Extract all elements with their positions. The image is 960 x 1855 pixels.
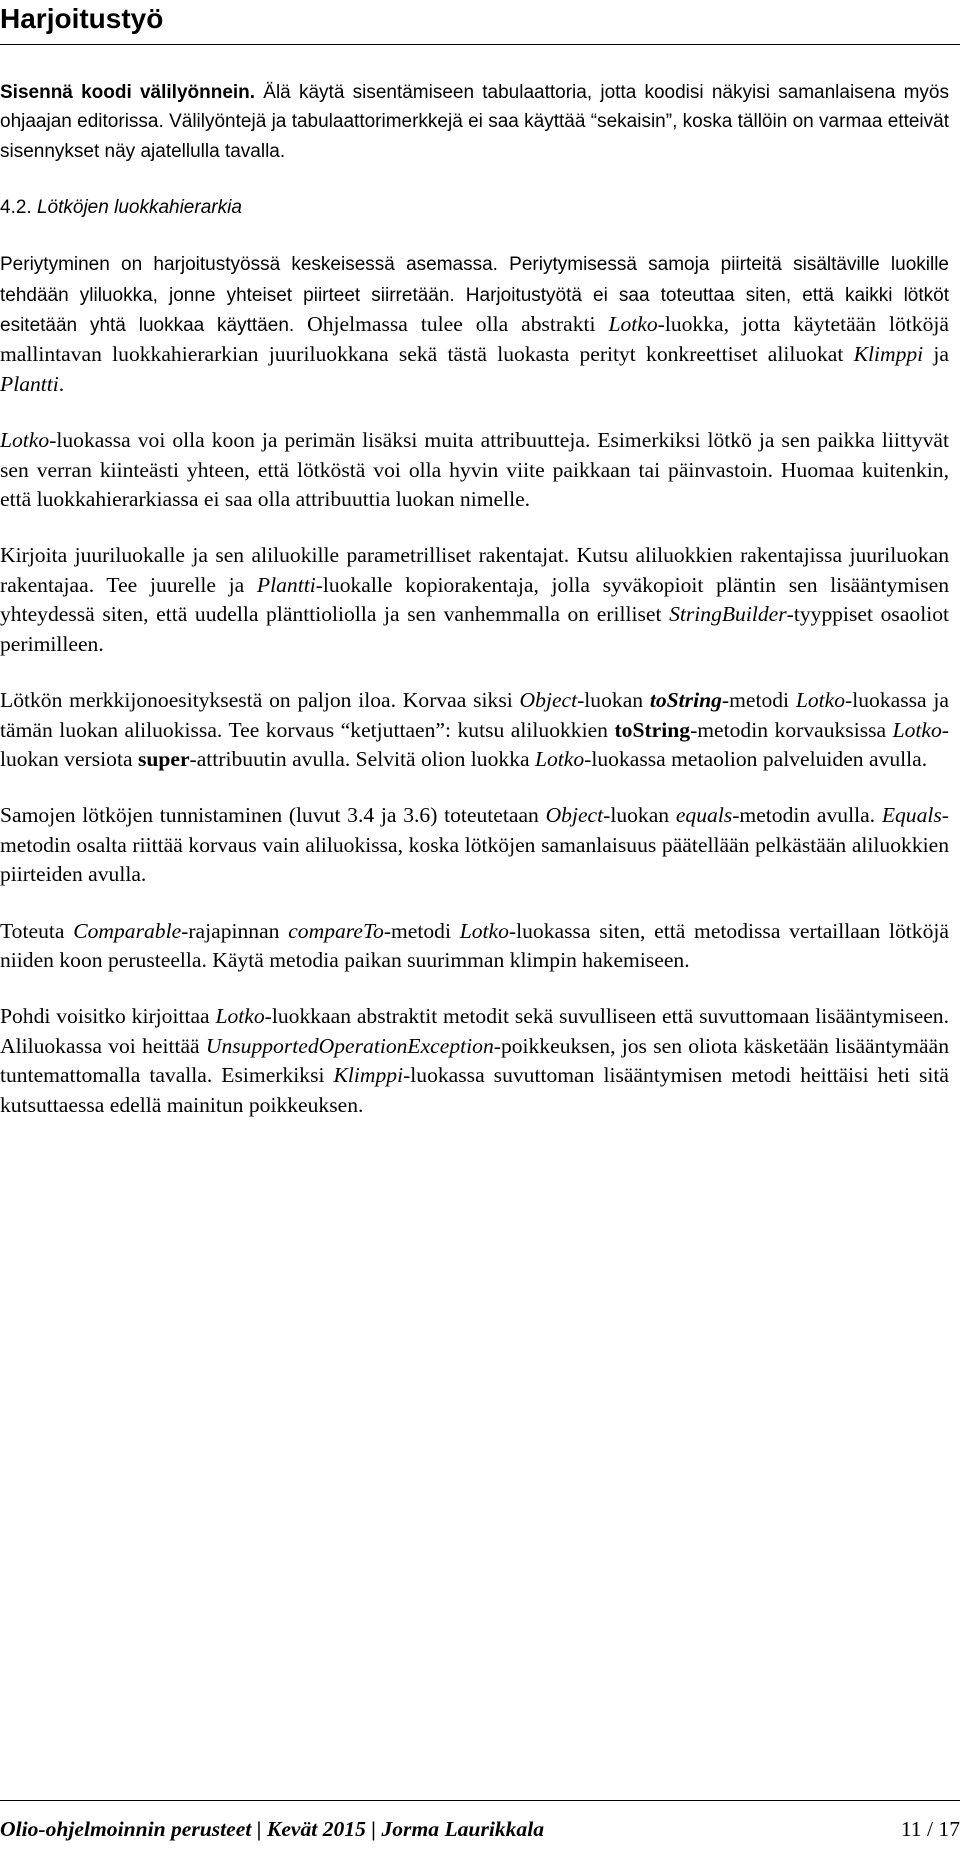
p6-compareto: compareTo	[288, 918, 384, 943]
paragraph-inheritance	[0, 249, 949, 399]
p1-plantti: Plantti	[0, 371, 59, 396]
paragraph-equals	[0, 801, 949, 889]
paragraph-attributes	[0, 426, 949, 514]
p5-text-d: -metodin osalta riittää korvaus vain aliluokissa, koska lötköjen samanlaisuus päätellään pelkästään aliluokkien piirteiden avulla.	[0, 803, 949, 887]
section-title: Lötköjen luokkahierarkia	[36, 197, 242, 219]
p6-lotko: Lotko	[459, 918, 509, 943]
page-number: 11 / 17	[900, 1817, 960, 1841]
p3-plantti: Plantti	[256, 572, 316, 597]
p4-tostring: toString	[649, 688, 722, 713]
p7-text-b: -luokkaan abstraktit metodit sekä suvulliseen että suvuttomaan lisääntymiseen. Aliluokassa voi heittää	[0, 1004, 949, 1058]
p5-text-a: Samojen lötköjen tunnistaminen (luvut 3.4 ja 3.6) toteutetaan	[0, 803, 546, 828]
document-title: Harjoitustyö	[0, 3, 164, 34]
p2-lotko: Lotko	[0, 428, 50, 453]
p4-text-g: -attribuutin avulla. Selvitä olion luokka	[189, 746, 535, 771]
p7-klimppi: Klimppi	[333, 1063, 404, 1088]
p6-comparable: Comparable	[73, 918, 182, 943]
intro-lead: Sisennä koodi välilyönnein.	[0, 82, 256, 103]
p1-text-b: Ohjelmassa tulee olla abstrakti	[294, 312, 609, 337]
footer-term: Kevät 2015	[266, 1817, 366, 1841]
p7-text-c: -poikkeuksen, jos sen oliota käsketään lisääntymään tuntemattomalla tavalla. Esimerkiksi	[0, 1033, 949, 1088]
p6-text-c: -metodi	[383, 918, 460, 943]
p4-lotko-2: Lotko	[892, 717, 942, 742]
p5-object: Object	[545, 803, 604, 828]
document-body	[0, 78, 949, 1147]
p3-text-a: Kirjoita juuriluokalle ja sen aliluokille parametrilliset rakentajat. Kutsu aliluokkien rakentajissa juuriluokan rakentajaa. Tee juurelle ja	[0, 543, 949, 597]
header-divider	[0, 44, 960, 45]
p5-text-b: -luokan	[603, 803, 676, 828]
p1-text-e: .	[58, 371, 65, 396]
p7-text-d: -luokassa suvuttoman lisääntymisen metodi heittäisi heti sitä kutsuttaessa edellä mainitun poikkeuksen.	[0, 1063, 949, 1117]
p4-tostring-2: toString	[614, 717, 691, 742]
section-heading	[0, 193, 949, 222]
p5-text-c: -metodin avulla.	[732, 803, 882, 828]
p7-text-a: Pohdi voisitko kirjoittaa	[0, 1004, 216, 1029]
p4-text-e: -metodin korvauksissa	[690, 717, 893, 742]
paragraph-compareto	[0, 917, 949, 976]
p6-text-d: -luokassa siten, että metodissa vertaillaan lötköjä niiden koon perusteella. Käytä metodia paikan suurimman klimpin hakemiseen.	[0, 918, 949, 972]
paragraph-constructors	[0, 541, 949, 659]
p6-text-a: Toteuta	[0, 918, 74, 943]
footer-author: Jorma Laurikkala	[381, 1817, 545, 1841]
p4-text-b: -luokan	[577, 688, 650, 713]
page-header	[0, 0, 960, 48]
p4-text-c: -metodi	[721, 688, 796, 713]
p4-lotko-3: Lotko	[534, 746, 585, 771]
footer-info: Olio-ohjelmoinnin perusteet | Kevät 2015 | Jorma Laurikkala	[0, 1817, 545, 1841]
p2-text: -luokassa voi olla koon ja perimän lisäksi muita attribuutteja. Esimerkiksi lötkö ja sen paikka liittyvät sen verran kiinteästi yhteen, että lötköstä voi olla hyvin viite paikkaan tai päinvastoin. Huomaa kuitenkin, että luokkahierarkiassa ei saa olla attribuuttia luokan nimelle.	[0, 428, 949, 512]
page-footer	[0, 1800, 960, 1855]
intro-text: Älä käytä sisentämiseen tabulaattoria, jotta koodisi näkyisi samanlaisena myös ohjaajan editorissa. Välilyöntejä ja tabulaattorimerkkejä ei saa käyttää “sekaisin”, koska tällöin on varmaa etteivät sisennykset näy ajatellulla tavalla.	[0, 82, 950, 162]
p1-lotko: Lotko	[608, 312, 658, 337]
p4-text-h: -luokassa metaolion palveluiden avulla.	[584, 746, 928, 771]
p7-exception: UnsupportedOperationException	[205, 1033, 494, 1058]
p4-text-a: Lötkön merkkijonoesityksestä on paljon iloa. Korvaa siksi	[0, 688, 520, 713]
section-number: 4.2.	[0, 197, 32, 219]
p3-stringbuilder: StringBuilder	[669, 602, 787, 627]
footer-course: Olio-ohjelmoinnin perusteet	[0, 1817, 252, 1841]
p5-equals: equals	[675, 803, 733, 828]
footer-divider	[0, 1800, 960, 1801]
p7-lotko: Lotko	[215, 1004, 265, 1029]
intro-paragraph	[0, 78, 949, 166]
paragraph-reproduction	[0, 1002, 949, 1120]
p4-text-d: -luokassa ja tämän luokan aliluokissa. Tee korvaus “ketjuttaen”: kutsu aliluokkien	[0, 688, 949, 742]
p4-object: Object	[519, 688, 578, 713]
p1-text-c: -luokka, jotta käytetään lötköjä mallintavan luokkahierarkian juuriluokkana sekä tästä luokasta perityt konkreettiset aliluokat	[0, 312, 949, 367]
p6-text-b: -rajapinnan	[181, 918, 289, 943]
paragraph-tostring	[0, 686, 949, 774]
p4-lotko-1: Lotko	[795, 688, 846, 713]
p4-text-f: -luokan versiota	[0, 717, 949, 771]
p4-super: super	[137, 746, 190, 771]
p1-text-a: Periytyminen on harjoitustyössä keskeisessä asemassa. Periytymisessä samoja piirteitä sisältäville luokille tehdään yliluokka, jonne yhteiset piirteet siirretään. Harjoitustyötä ei saa toteuttaa siten, että kaikki lötköt esitetään yhtä luokkaa käyttäen.	[0, 254, 949, 337]
p3-text-b: -luokalle kopiorakentaja, jolla syväkopioit pläntin sen lisääntymisen yhteydessä siten, että uudella plänttioliolla ja sen vanhemmalla on erilliset	[0, 572, 949, 627]
p3-text-c: -tyyppiset osaoliot perimilleen.	[0, 602, 949, 656]
p5-equals-2: Equals	[881, 803, 942, 828]
p1-klimppi: Klimppi	[853, 342, 924, 367]
p1-text-d: ja	[923, 342, 949, 367]
